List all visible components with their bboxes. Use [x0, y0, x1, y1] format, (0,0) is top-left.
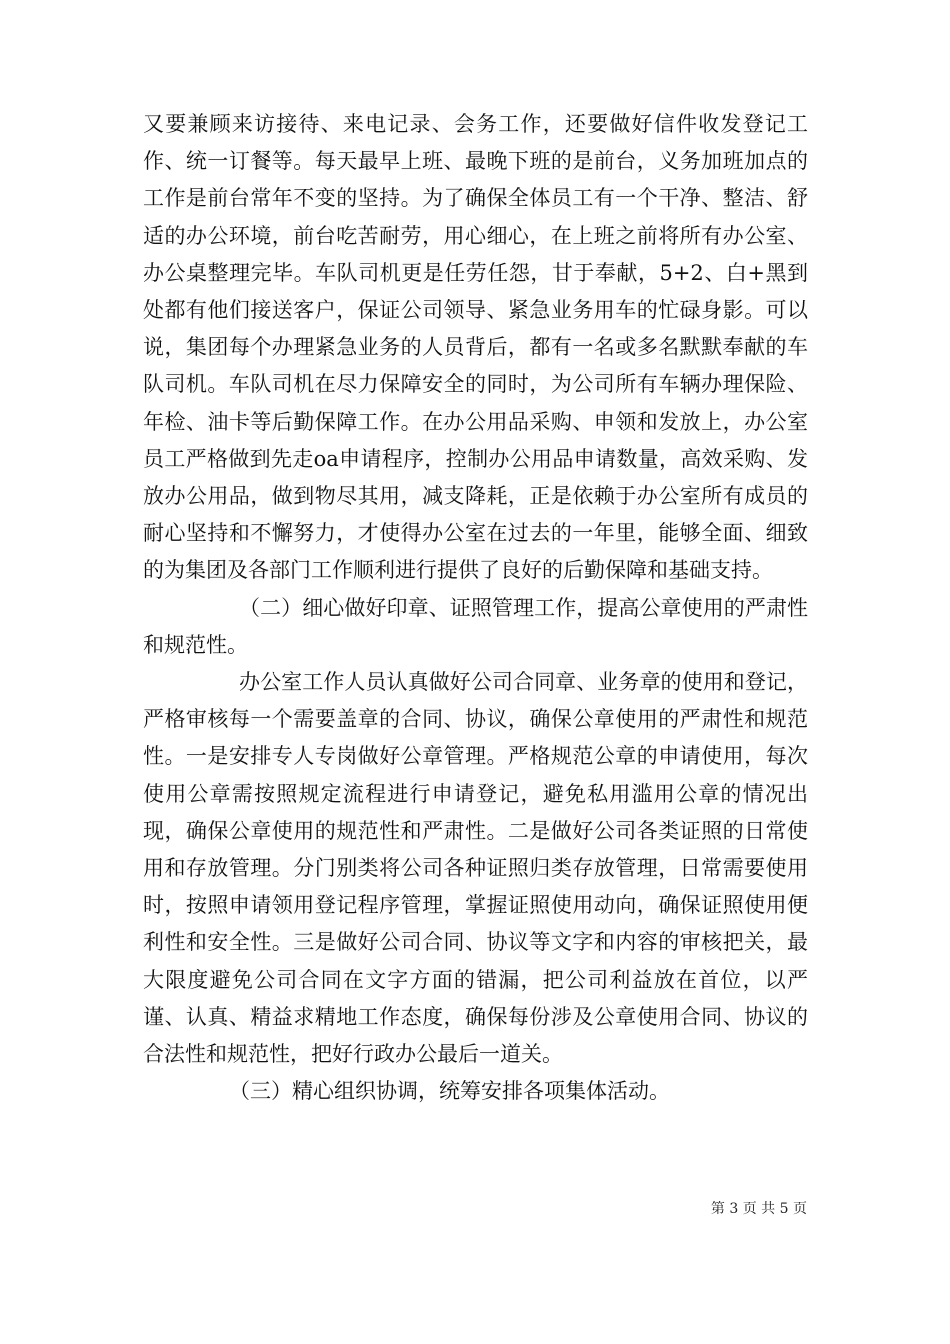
- document-body: [143, 106, 808, 1110]
- paragraph-seal-management: 办公室工作人员认真做好公司合同章、业务章的使用和登记，严格审核每一个需要盖章的合同、协议，确保公章使用的严肃性和规范性。一是安排专人专岗做好公章管理。严格规范公章的申请使用，每次使用公章需按照规定流程进行申请登记，避免私用滥用公章的情况出现，确保公章使用的规范性和严肃性。二是做好公司各类证照的日常使用和存放管理。分门别类将公司各种证照归类存放管理，日常需要使用时，按照申请领用登记程序管理，掌握证照使用动向，确保证照使用便利性和安全性。三是做好公司合同、协议等文字和内容的审核把关，最大限度避免公司合同在文字方面的错漏，把公司利益放在首位，以严谨、认真、精益求精地工作态度，确保每份涉及公章使用合同、协议的合法性和规范性，把好行政办公最后一道关。: [143, 670, 808, 1067]
- section-heading-collective-activities: （三）精心组织协调，统筹安排各项集体活动。: [229, 1079, 670, 1104]
- section-heading-seal-management: （二）细心做好印章、证照管理工作，提高公章使用的严肃性和规范性。: [143, 595, 808, 657]
- paragraph-continuation: 又要兼顾来访接待、来电记录、会务工作，还要做好信件收发登记工作、统一订餐等。每天最早上班、最晚下班的是前台，义务加班加点的工作是前台常年不变的坚持。为了确保全体员工有一个干净、整洁、舒适的办公环境，前台吃苦耐劳，用心细心，在上班之前将所有办公室、办公桌整理完毕。车队司机更是任劳任怨，甘于奉献，5+2、白+黑到处都有他们接送客户，保证公司领导、紧急业务用车的忙碌身影。可以说，集团每个办理紧急业务的人员背后，都有一名或多名默默奉献的车队司机。车队司机在尽力保障安全的同时，为公司所有车辆办理保险、年检、油卡等后勤保障工作。在办公用品采购、申领和发放上，办公室员工严格做到先走oa申请程序，控制办公用品申请数量，高效采购、发放办公用品，做到物尽其用，减支降耗，正是依赖于办公室所有成员的耐心坚持和不懈努力，才使得办公室在过去的一年里，能够全面、细致的为集团及各部门工作顺利进行提供了良好的后勤保障和基础支持。: [143, 112, 808, 583]
- page-number: 第 3 页 共 5 页: [710, 1201, 807, 1217]
